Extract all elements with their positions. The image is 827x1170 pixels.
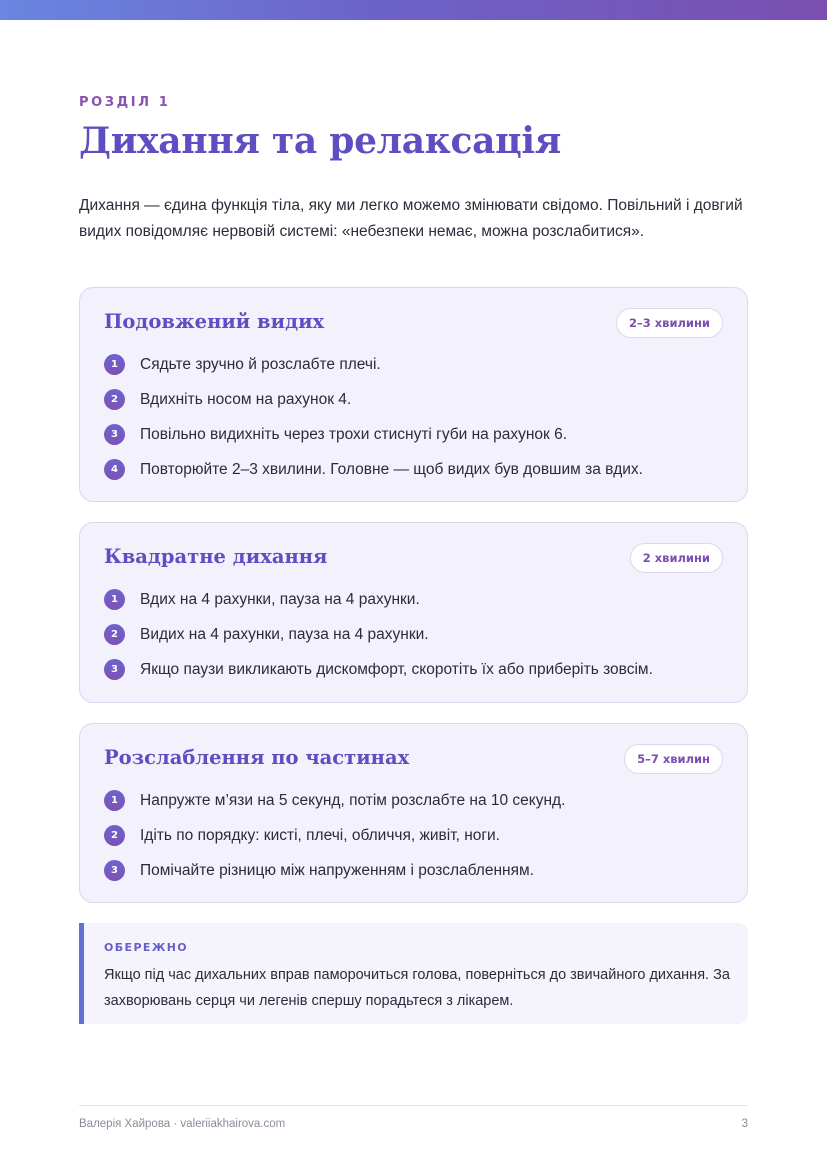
exercise-title: Квадратне дихання <box>104 545 328 568</box>
exercise-title: Розслаблення по частинах <box>104 746 410 769</box>
page-number: 3 <box>741 1118 748 1130</box>
step-item <box>104 452 724 487</box>
step-text: Повільно видихніть через трохи стиснуті губи на рахунок 6. <box>140 425 568 443</box>
step-number-badge: 4 <box>104 459 125 480</box>
steps-list <box>104 783 724 888</box>
caution-text: Якщо під час дихальних вправ паморочиться голова, поверніться до звичайного дихання. За захворювань серця чи легенів спершу порадьтеся з лікарем. <box>104 967 730 1009</box>
step-number-badge: 3 <box>104 659 125 680</box>
footer-divider <box>79 1105 748 1106</box>
step-item <box>104 853 724 888</box>
duration-badge: 2 хвилини <box>630 543 723 573</box>
step-number-badge: 2 <box>104 825 125 846</box>
step-item <box>104 582 724 617</box>
steps-list <box>104 582 724 687</box>
step-item <box>104 783 724 818</box>
exercise-card-box-breathing <box>79 522 748 703</box>
step-item <box>104 382 724 417</box>
intro-paragraph: Дихання — єдина функція тіла, яку ми легко можемо змінювати свідомо. Повільний і довгий видих повідомляє нервовій системі: «небезпеки немає, можна розслабитися». <box>79 197 743 240</box>
step-item <box>104 417 724 452</box>
duration-badge: 2–3 хвилини <box>616 308 723 338</box>
step-number-badge: 1 <box>104 589 125 610</box>
duration-badge: 5–7 хвилин <box>624 744 723 774</box>
top-gradient-bar <box>0 0 827 20</box>
exercise-card-extended-exhale <box>79 287 748 502</box>
section-label: РОЗДІЛ 1 <box>79 95 171 110</box>
step-text: Помічайте різницю між напруженням і розслабленням. <box>140 861 534 879</box>
step-item <box>104 818 724 853</box>
step-number-badge: 3 <box>104 424 125 445</box>
steps-list <box>104 347 724 487</box>
footer-author: Валерія Хайрова · valeriiakhairova.com <box>79 1118 286 1130</box>
step-item <box>104 347 724 382</box>
step-text: Сядьте зручно й розслабте плечі. <box>140 355 381 373</box>
step-number-badge: 1 <box>104 354 125 375</box>
page-title: Дихання та релаксація <box>79 120 562 162</box>
step-item <box>104 652 724 687</box>
caution-callout <box>79 923 748 1024</box>
step-number-badge: 2 <box>104 624 125 645</box>
step-item <box>104 617 724 652</box>
step-text: Вдих на 4 рахунки, пауза на 4 рахунки. <box>140 590 420 608</box>
step-text: Напружте м’язи на 5 секунд, потім розслабте на 10 секунд. <box>140 791 566 809</box>
step-number-badge: 3 <box>104 860 125 881</box>
step-number-badge: 1 <box>104 790 125 811</box>
step-text: Ідіть по порядку: кисті, плечі, обличчя, живіт, ноги. <box>140 826 500 844</box>
step-number-badge: 2 <box>104 389 125 410</box>
step-text: Вдихніть носом на рахунок 4. <box>140 390 352 408</box>
caution-label: ОБЕРЕЖНО <box>104 941 189 954</box>
step-text: Якщо паузи викликають дискомфорт, скоротіть їх або приберіть зовсім. <box>140 660 653 678</box>
step-text: Повторюйте 2–3 хвилини. Головне — щоб видих був довшим за вдих. <box>140 460 643 478</box>
step-text: Видих на 4 рахунки, пауза на 4 рахунки. <box>140 625 429 643</box>
exercise-card-progressive-relaxation <box>79 723 748 903</box>
exercise-title: Подовжений видих <box>104 310 325 333</box>
